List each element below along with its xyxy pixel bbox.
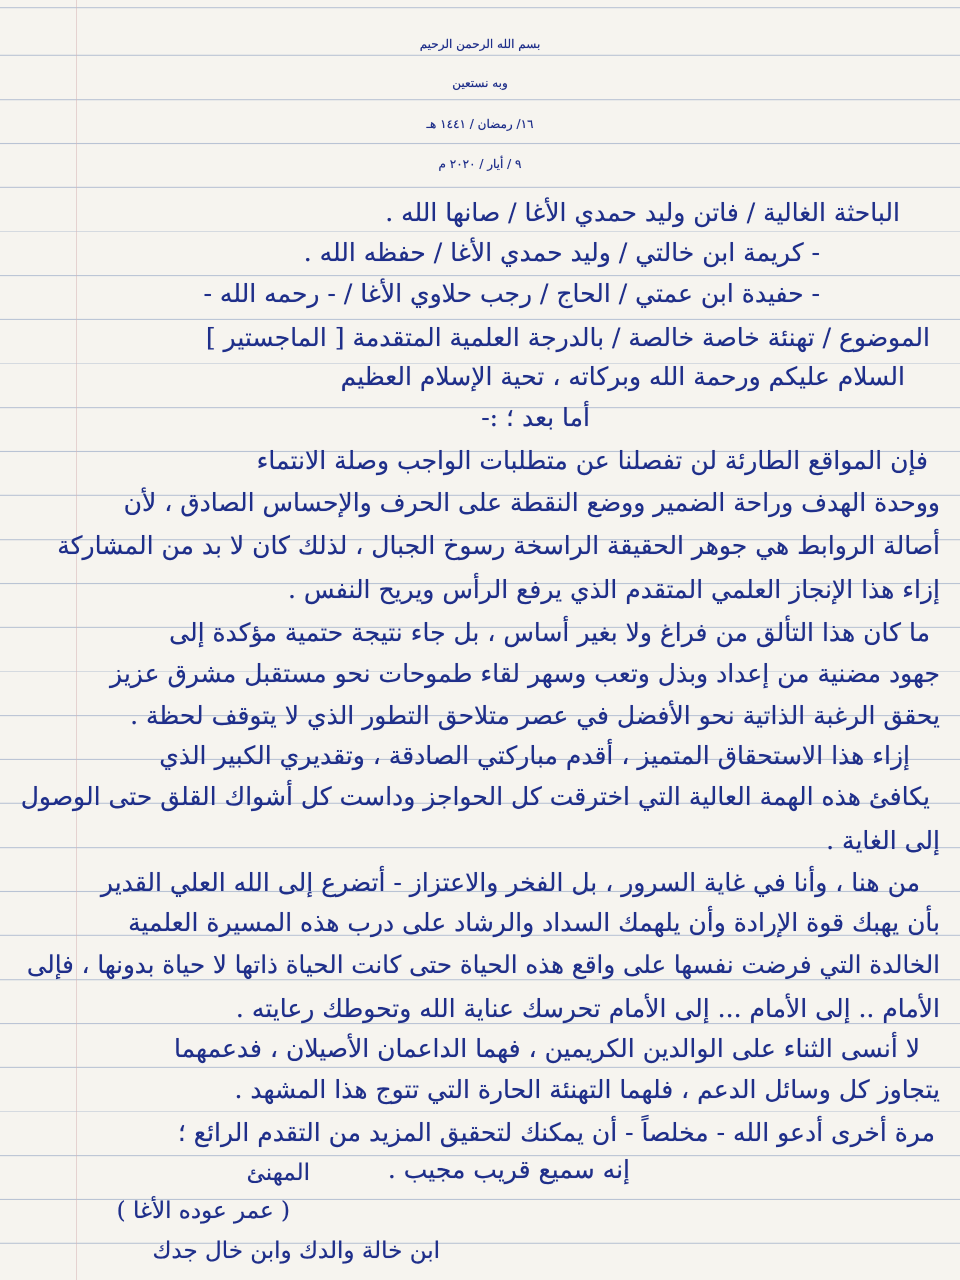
signature-label: المهنئ bbox=[246, 1160, 310, 1186]
subject-line: الموضوع / تهنئة خاصة خالصة / بالدرجة العلمية المتقدمة [ الماجستير ] bbox=[205, 323, 930, 352]
hijri-date: ١٦/ رمضان / ١٤٤١ هـ bbox=[426, 117, 534, 131]
body-line: إنه سميع قريب مجيب . bbox=[387, 1155, 630, 1184]
body-line: أصالة الروابط هي جوهر الحقيقة الراسخة رسوخ الجبال ، لذلك كان لا بد من المشاركة bbox=[57, 531, 940, 560]
body-line: ما كان هذا التألق من فراغ ولا بغير أساس ، بل جاء نتيجة حتمية مؤكدة إلى bbox=[169, 618, 930, 647]
body-line: يكافئ هذه الهمة العالية التي اخترقت كل الحواجز وداست كل أشواك القلق حتى الوصول bbox=[20, 782, 930, 811]
signature-name: ( عمر عوده الأغا ) bbox=[116, 1198, 290, 1224]
body-line: يحقق الرغبة الذاتية نحو الأفضل في عصر متلاحق التطور الذي لا يتوقف لحظة . bbox=[130, 701, 940, 730]
body-line: فإن المواقع الطارئة لن تفصلنا عن متطلبات الواجب وصلة الانتماء bbox=[256, 446, 928, 475]
body-line: جهود مضنية من إعداد وبذل وتعب وسهر لقاء طموحات نحو مستقبل مشرق عزيز bbox=[110, 659, 940, 688]
gregorian-date: ٩ / أيار / ٢٠٢٠ م bbox=[438, 157, 522, 171]
body-line: بأن يهبك قوة الإرادة وأن يلهمك السداد والرشاد على درب هذه المسيرة العلمية bbox=[128, 908, 940, 937]
body-line: ووحدة الهدف وراحة الضمير ووضع النقطة على الحرف والإحساس الصادق ، لأن bbox=[123, 488, 940, 517]
basmala: بسم الله الرحمن الرحيم bbox=[419, 37, 541, 51]
greeting-line: السلام عليكم ورحمة الله وبركاته ، تحية الإسلام العظيم bbox=[340, 362, 905, 391]
body-line: الخالدة التي فرضت نفسها على واقع هذه الحياة حتى كانت الحياة ذاتها لا حياة بدونها ، فإلى bbox=[26, 950, 940, 979]
recipient-line-1: الباحثة الغالية / فاتن وليد حمدي الأغا / صانها الله . bbox=[385, 198, 900, 227]
body-line: إلى الغاية . bbox=[826, 826, 940, 855]
body-line: الأمام .. إلى الأمام ... إلى الأمام تحرسك عناية الله وتحوطك رعايته . bbox=[235, 994, 940, 1023]
signature-relation: ابن خالة والدك وابن خال جدك bbox=[152, 1238, 440, 1264]
body-line: لا أنسى الثناء على الوالدين الكريمين ، فهما الداعمان الأصيلان ، فدعمهما bbox=[173, 1034, 920, 1063]
body-line: مرة أخرى أدعو الله - مخلصاً - أن يمكنك لتحقيق المزيد من التقدم الرائع ؛ bbox=[177, 1118, 935, 1147]
body-line: إزاء هذا الإنجاز العلمي المتقدم الذي يرفع الرأس ويريح النفس . bbox=[287, 575, 940, 604]
body-line: من هنا ، وأنا في غاية السرور ، بل الفخر والاعتزاز - أتضرع إلى الله العلي القدير bbox=[100, 868, 920, 897]
page-margin-line bbox=[76, 0, 77, 1280]
body-line: يتجاوز كل وسائل الدعم ، فلهما التهنئة الحارة التي تتوج هذا المشهد . bbox=[234, 1075, 940, 1104]
recipient-line-3: - حفيدة ابن عمتي / الحاج / رجب حلاوي الأغا / - رحمه الله - bbox=[203, 279, 820, 308]
recipient-line-2: - كريمة ابن خالتي / وليد حمدي الأغا / حفظه الله . bbox=[303, 238, 820, 267]
supplication: وبه نستعين bbox=[452, 76, 508, 90]
body-line: إزاء هذا الاستحقاق المتميز ، أقدم مباركتي الصادقة ، وتقديري الكبير الذي bbox=[159, 741, 910, 770]
opening-line: أما بعد ؛ :- bbox=[481, 403, 590, 432]
